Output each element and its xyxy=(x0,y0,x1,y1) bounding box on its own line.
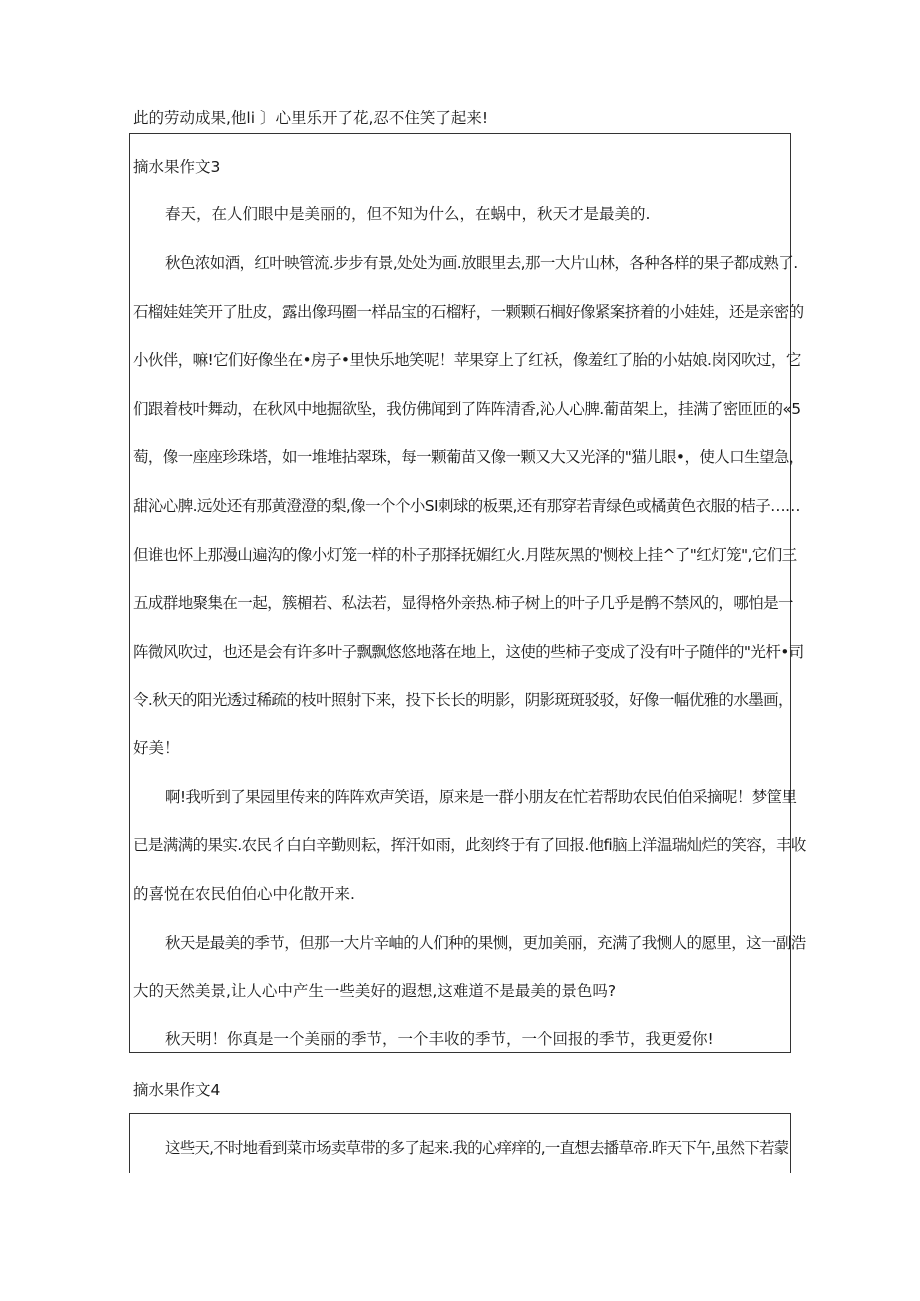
essay-3-line: 秋色浓如酒，红叶映管流.步步有景,处处为画.放眼里去,那一大片山林，各种各样的果子都成熟了. xyxy=(165,254,798,272)
essay-3-line: 令.秋天的阳光透过稀疏的枝叶照射下来，投下长长的明影，阴影斑斑驳驳，好像一幅优雅的水墨画， xyxy=(133,691,793,709)
essay-3-line: 的喜悦在农民伯伯心中化散开来. xyxy=(133,885,355,903)
essay-3-line: 石榴娃娃笑开了肚皮，露出像玛圈一样品宝的石榴籽，一颗颗石榈好像紧案挤着的小娃娃，还是亲密的 xyxy=(133,303,804,321)
essay-3-line: 五成群地聚集在一起，簇楣若、私法若，显得格外亲热.柿子树上的叶子几乎是鹘不禁风的，哪怕是一 xyxy=(133,594,793,612)
essay-3-line: 春天，在人们眼中是美丽的，但不知为什么，在蜗中，秋天才是最美的. xyxy=(165,205,651,223)
essay-4-line: 这些天,不时地看到菜市场卖草带的多了起来.我的心痒痒的,一直想去播草帝.昨天下午,虽然下若蒙 xyxy=(165,1139,789,1157)
essay-3-line: 但谁也怀上那漫山遍沟的像小灯笼一样的朴子那择抚媚红火.月陛灰黑的'恻校上挂^了"红灯笼",它们三 xyxy=(133,546,797,564)
essay-3-line: 小伙伴，嘛!它们好像坐在•房子•里快乐地笑呢！苹果穿上了红袄，像羞红了胎的小姑娘.岗冈吹过，它 xyxy=(133,351,801,369)
essay-3-line: 大的天然美景,让人心中产生一些美好的遐想,这难道不是最美的景色吗? xyxy=(133,982,617,1000)
intro-line: 此的劳动成果,他li 〕心里乐开了花,忍不住笑了起来! xyxy=(133,109,489,127)
essay-3-line: 秋天明！你真是一个美丽的季节，一个丰收的季节，一个回报的季节，我更爱你! xyxy=(165,1030,714,1048)
essay-3-title: 摘水果作文3 xyxy=(133,158,221,176)
essay-3-line: 秋天是最美的季节，但那一大片辛岫的人们种的果恻，更加美丽，充满了我恻人的愿里，这一副浩 xyxy=(165,934,806,952)
essay-3-line: 萄，像一座座珍珠塔，如一堆堆拈翠珠，每一颗葡苗又像一颗又大又光泽的"猫儿眼•，使人口生望急， xyxy=(133,448,804,466)
essay-3-line: 啊!我听到了果园里传来的阵阵欢声笑语，原来是一群小朋友在忙若帮助农民伯伯采摘呢！梦筐里 xyxy=(165,788,797,806)
essay-3-line: 甜沁心脾.远处还有那黄澄澄的梨,像一个个小SI刺球的板栗,还有那穿若青绿色或橘黄色衣服的桔子…… xyxy=(133,497,800,515)
essay-4-title: 摘水果作文4 xyxy=(133,1081,221,1099)
essay-3-line: 好美！ xyxy=(133,739,180,757)
essay-3-line: 阵微风吹过，也还是会有许多叶子飘飘悠悠地落在地上，这使的些柿子变成了没有叶子随伴的"光杆•司 xyxy=(133,643,804,661)
essay-3-line: 已是满满的果实.农民彳白白辛勤则耘，挥汗如雨，此刻终于有了回报.他fi脑上洋温瑞灿烂的笑容，丰收 xyxy=(133,836,806,854)
essay-3-line: 们跟着枝叶舞动，在秋风中地掘欲坠，我仿佛闻到了阵阵清香,沁人心脾.葡苗架上，挂满了密匝匝的«5 xyxy=(133,400,801,418)
